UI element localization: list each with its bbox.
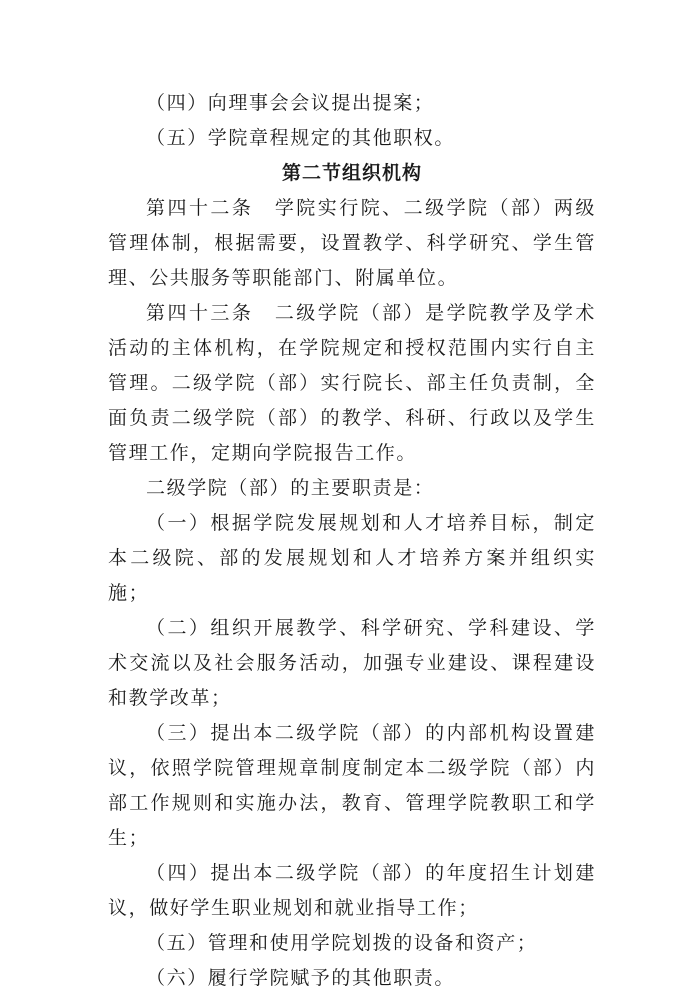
duty-four: （四）提出本二级学院（部）的年度招生计划建议，做好学生职业规划和就业指导工作； bbox=[108, 862, 596, 919]
document-body bbox=[108, 86, 596, 996]
article-43: 第四十三条 二级学院（部）是学院教学及学术活动的主体机构，在学院规定和授权范围内实行自主管理。二级学院（部）实行院长、部主任负责制，全面负责二级学院（部）的教学、科研、行政以及学生管理工作，定期向学院报告工作。 bbox=[108, 302, 596, 464]
item-four-proposal: （四）向理事会会议提出提案； bbox=[146, 92, 435, 114]
item-five-other-powers: （五）学院章程规定的其他职权。 bbox=[146, 127, 456, 149]
duty-six: （六）履行学院赋予的其他职责。 bbox=[146, 967, 456, 989]
duty-three: （三）提出本二级学院（部）的内部机构设置建议，依照学院管理规章制度制定本二级学院（部）内部工作规则和实施办法，教育、管理学院教职工和学生； bbox=[108, 722, 596, 849]
duty-five: （五）管理和使用学院划拨的设备和资产； bbox=[146, 932, 538, 954]
duties-intro: 二级学院（部）的主要职责是： bbox=[146, 477, 435, 499]
duty-one: （一）根据学院发展规划和人才培养目标，制定本二级院、部的发展规划和人才培养方案并组织实施； bbox=[108, 512, 596, 604]
section-heading: 第二节组织机构 bbox=[281, 162, 422, 184]
duty-two: （二）组织开展教学、科学研究、学科建设、学术交流以及社会服务活动，加强专业建设、课程建设和教学改革； bbox=[108, 617, 596, 709]
article-42: 第四十二条 学院实行院、二级学院（部）两级管理体制，根据需要，设置教学、科学研究、学生管理、公共服务等职能部门、附属单位。 bbox=[108, 197, 596, 289]
